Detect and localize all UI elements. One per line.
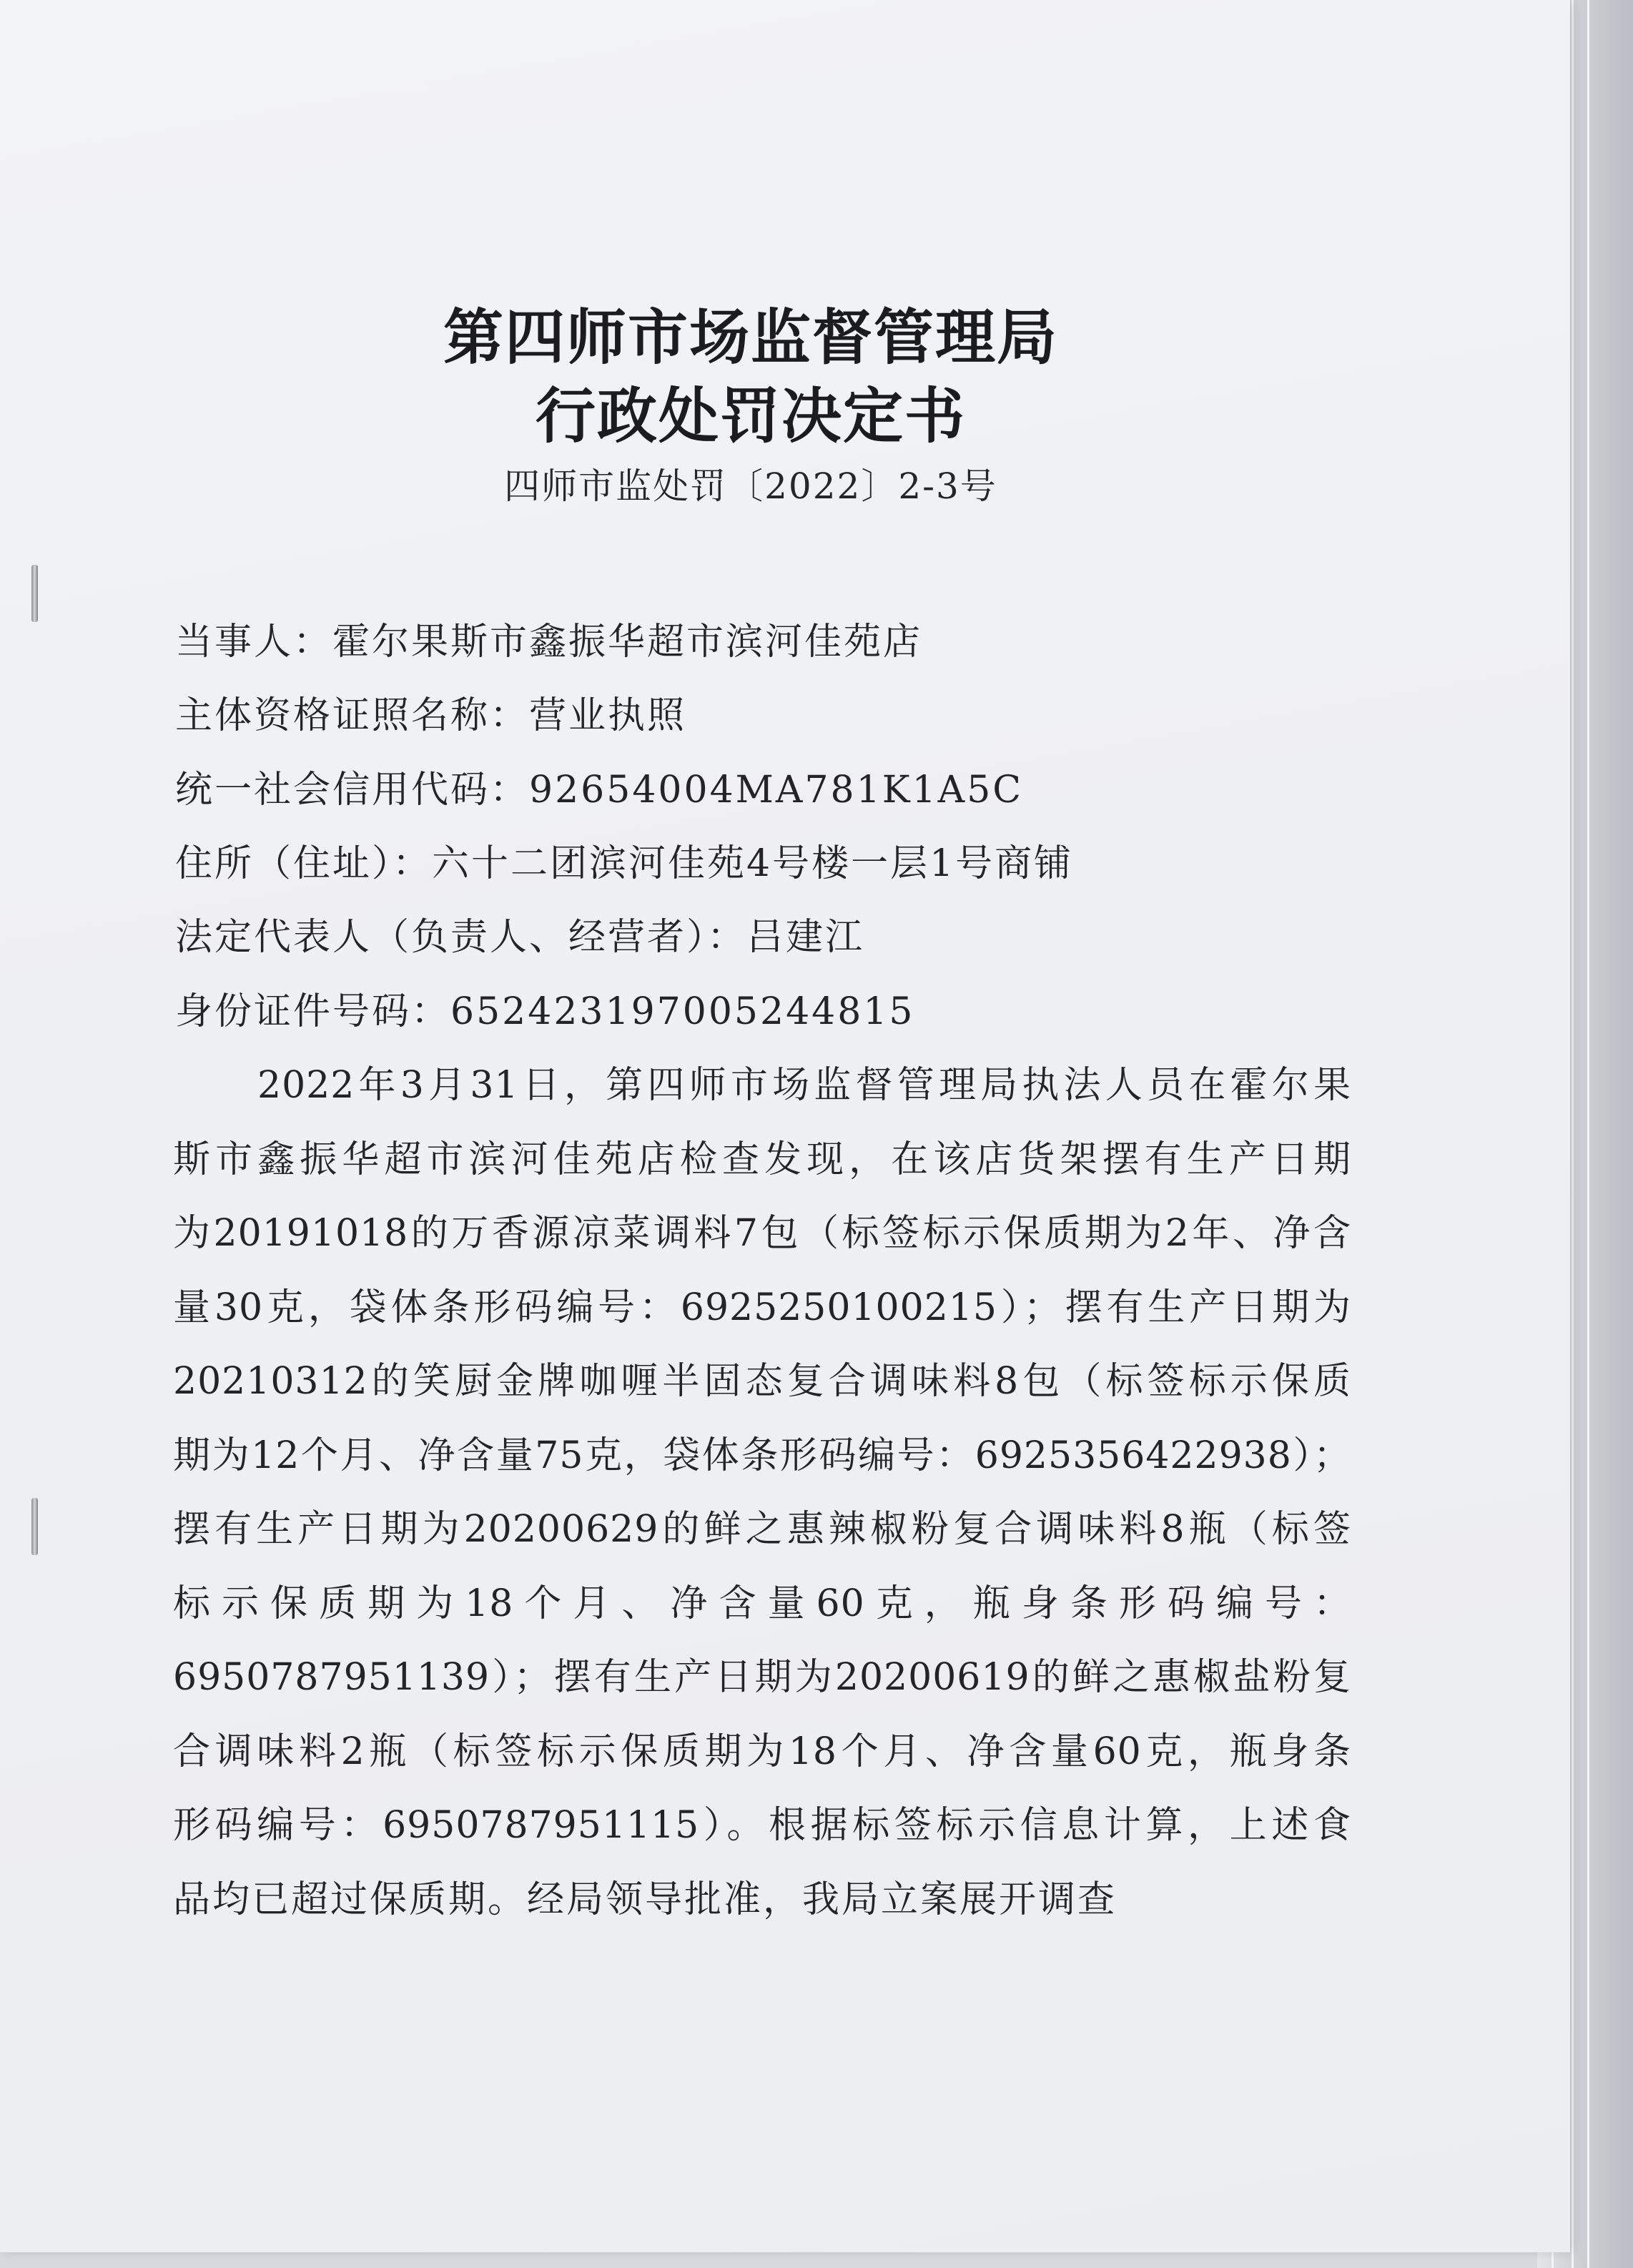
staple-top	[31, 565, 38, 622]
party-credit-code: 统一社会信用代码：92654004MA781K1A5C	[175, 769, 1024, 812]
party-license-type: 主体资格证照名称：营业执照	[175, 694, 687, 737]
body-line: 为20191018的万香源凉菜调料7包（标签标示保质期为2年、净含	[173, 1212, 1351, 1255]
party-name: 当事人：霍尔果斯市鑫振华超市滨河佳苑店	[175, 621, 923, 664]
body-line: 形码编号：6950787951115）。根据标签标示信息计算，上述食	[173, 1804, 1351, 1847]
body-line: 20210312的笑厨金牌咖喱半固态复合调味料8包（标签标示保质	[173, 1360, 1351, 1403]
body-line: 2022年3月31日，第四师市场监督管理局执法人员在霍尔果	[257, 1064, 1351, 1107]
body-line: 斯市鑫振华超市滨河佳苑店检查发现，在该店货架摆有生产日期	[173, 1138, 1351, 1181]
title-document-type: 行政处罚决定书	[535, 380, 966, 451]
title-agency: 第四师市场监督管理局	[443, 302, 1058, 373]
body-line: 期为12个月、净含量75克，袋体条形码编号：6925356422938）；	[173, 1434, 1351, 1477]
body-line: 合调味料2瓶（标签标示保质期为18个月、净含量60克，瓶身条	[173, 1730, 1351, 1773]
body-line: 6950787951139）；摆有生产日期为20200619的鲜之惠椒盐粉复	[173, 1656, 1351, 1699]
document-number: 四师市监处罚〔2022〕2-3号	[504, 465, 997, 507]
party-legal-representative: 法定代表人（负责人、经营者）：吕建江	[175, 916, 865, 959]
stack-edge-line	[1587, 0, 1589, 2268]
body-line: 品均已超过保质期。经局领导批准，我局立案展开调查	[173, 1878, 1118, 1921]
staple-bottom	[31, 1498, 38, 1555]
party-address: 住所（住址）：六十二团滨河佳苑4号楼一层1号商铺	[175, 842, 1074, 885]
party-id-number: 身份证件号码：652423197005244815	[175, 990, 915, 1033]
body-line: 标示保质期为18个月、净含量60克，瓶身条形码编号：	[173, 1582, 1351, 1625]
body-line: 摆有生产日期为20200629的鲜之惠辣椒粉复合调味料8瓶（标签	[173, 1508, 1351, 1551]
stack-edge-line	[1572, 0, 1574, 2268]
body-line: 量30克，袋体条形码编号：6925250100215）；摆有生产日期为	[173, 1286, 1351, 1329]
